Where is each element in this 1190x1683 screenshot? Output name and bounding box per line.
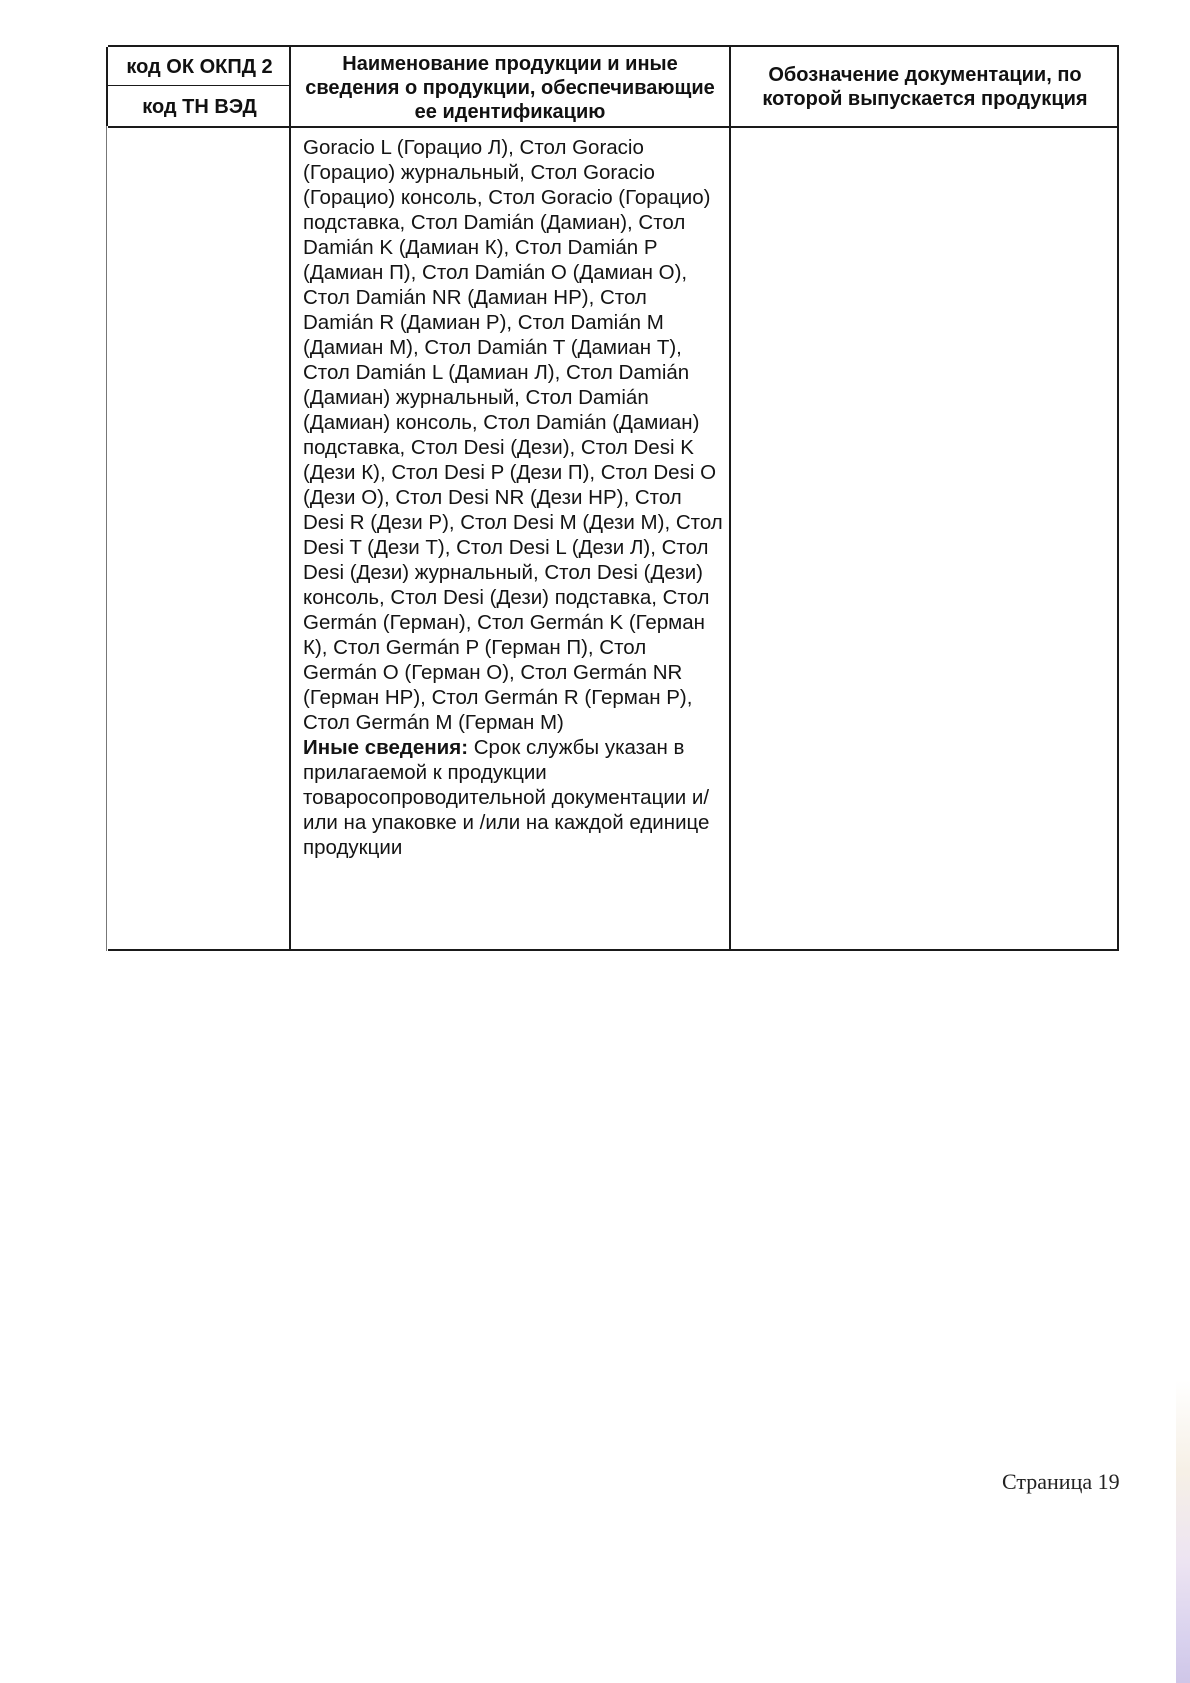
scan-edge-artifact — [1176, 1380, 1190, 1683]
certificate-product-table — [108, 45, 1119, 951]
other-info-label: Иные сведения: — [303, 736, 469, 759]
header-product-name: Наименование продукции и иные сведения о продукции, обеспечивающие ее идентификацию — [305, 53, 715, 123]
other-info-text: Срок службы указан в прилагаемой к продукции товаросопроводительной документации и/или на упаковке и /или на каждой единице продукции — [303, 736, 710, 859]
page-number: Страница 19 — [1002, 1469, 1120, 1494]
other-info-paragraph — [303, 735, 723, 860]
header-code-divider — [108, 85, 289, 86]
header-documentation: Обозначение документации, по которой выпускается продукция — [762, 64, 1088, 110]
header-tnved-code: код ТН ВЭД — [142, 96, 257, 118]
column-divider-1 — [289, 47, 291, 949]
product-description-cell — [303, 135, 723, 860]
header-bottom-border — [108, 126, 1117, 128]
table-left-border-lower — [106, 126, 107, 951]
header-okpd-code: код ОК ОКПД 2 — [126, 56, 273, 78]
table-left-border — [106, 47, 108, 126]
column-divider-2 — [729, 47, 731, 949]
product-list-text: Goracio L (Горацио Л), Стол Goracio (Горацио) журнальный, Стол Goracio (Горацио) консоль, Стол Goracio (Горацио) подставка, Стол Damián (Дамиан), Стол Damián K (Дамиан К), Стол Damián P (Дамиан П), Стол Damián O (Дамиан О), Стол Damián NR (Дамиан НР), Стол Damián R (Дамиан Р), Стол Damián M (Дамиан М), Стол Damián T (Дамиан Т), Стол Damián L (Дамиан Л), Стол Damián (Дамиан) журнальный, Стол Damián (Дамиан) консоль, Стол Damián (Дамиан) подставка, Стол Desi (Дези), Стол Desi K (Дези К), Стол Desi P (Дези П), Стол Desi O (Дези О), Стол Desi NR (Дези НР), Стол Desi R (Дези Р), Стол Desi M (Дези М), Стол Desi T (Дези Т), Стол Desi L (Дези Л), Стол Desi (Дези) журнальный, Стол Desi (Дези) консоль, Стол Desi (Дези) подставка, Стол Germán (Герман), Стол Germán K (Герман К), Стол Germán P (Герман П), Стол Germán O (Герман О), Стол Germán NR (Герман НР), Стол Germán R (Герман Р), Стол Germán M (Герман М) — [303, 136, 723, 734]
